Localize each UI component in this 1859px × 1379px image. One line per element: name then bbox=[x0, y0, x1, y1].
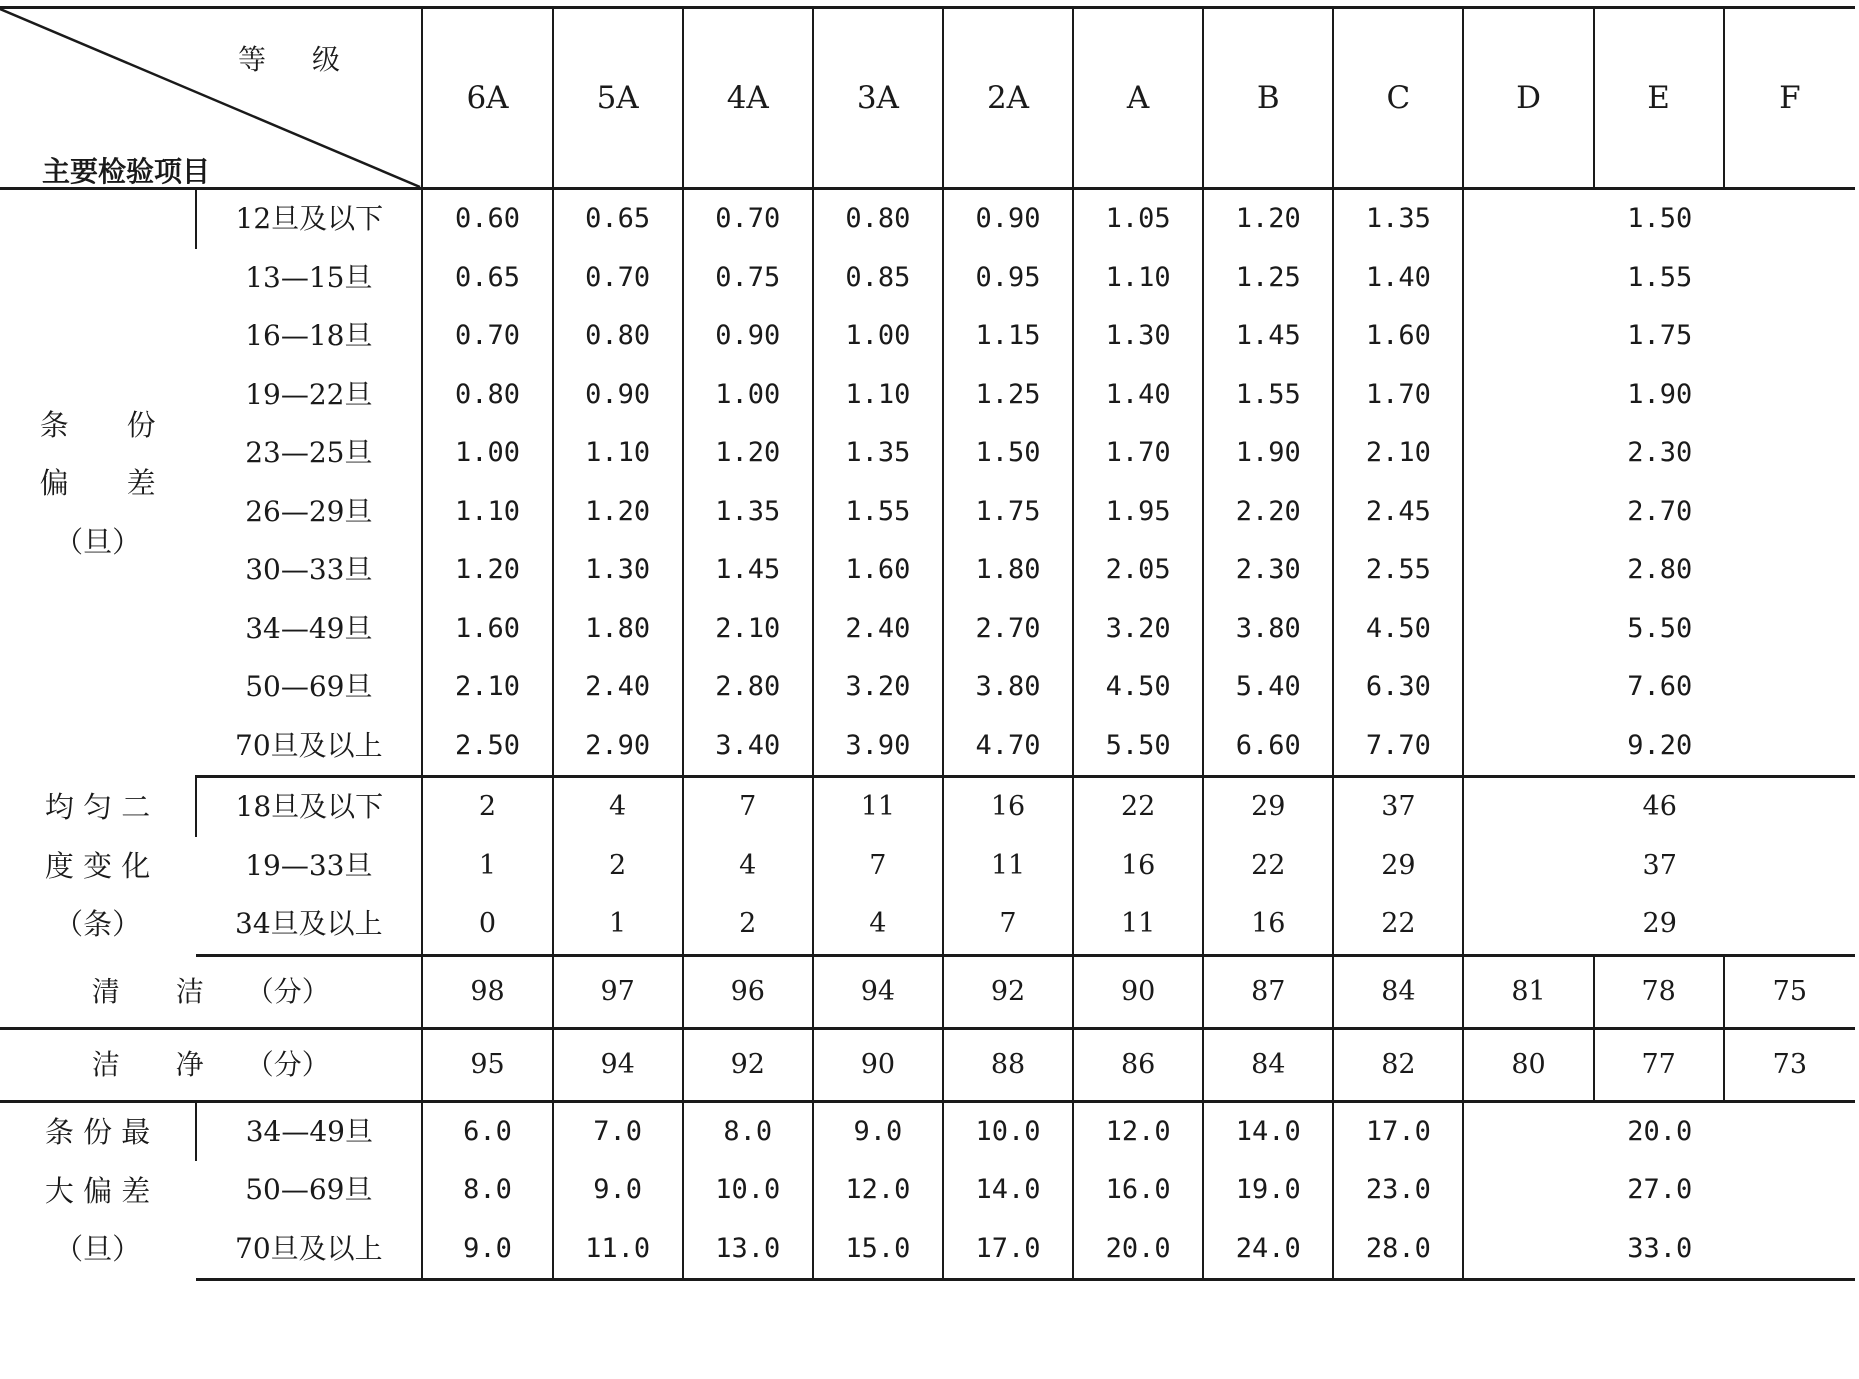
value-cell: 9.0 bbox=[553, 1161, 683, 1220]
value-cell: 84 bbox=[1333, 955, 1463, 1028]
def-value-cell: 1.75 bbox=[1463, 307, 1855, 366]
value-cell: 1.30 bbox=[553, 541, 683, 600]
value-cell: 77 bbox=[1594, 1028, 1724, 1101]
grade-header: B bbox=[1203, 8, 1333, 189]
value-cell: 4 bbox=[553, 777, 683, 837]
value-cell: 3.90 bbox=[813, 717, 943, 777]
value-cell: 11 bbox=[813, 777, 943, 837]
value-cell: 1.15 bbox=[943, 307, 1073, 366]
value-cell: 80 bbox=[1463, 1028, 1593, 1101]
value-cell: 84 bbox=[1203, 1028, 1333, 1101]
value-cell: 3.40 bbox=[683, 717, 813, 777]
table-row bbox=[0, 658, 1855, 717]
table-row bbox=[0, 1028, 1855, 1101]
range-label: 70旦及以上 bbox=[196, 717, 422, 777]
value-cell: 22 bbox=[1073, 777, 1203, 837]
value-cell: 8.0 bbox=[683, 1101, 813, 1161]
value-cell: 1.70 bbox=[1073, 424, 1203, 483]
value-cell: 1.10 bbox=[1073, 249, 1203, 308]
value-cell: 29 bbox=[1203, 777, 1333, 837]
value-cell: 23.0 bbox=[1333, 1161, 1463, 1220]
value-cell: 1.00 bbox=[813, 307, 943, 366]
value-cell: 1.00 bbox=[683, 366, 813, 425]
value-cell: 8.0 bbox=[422, 1161, 552, 1220]
value-cell: 14.0 bbox=[1203, 1101, 1333, 1161]
diagonal-corner-header bbox=[0, 8, 422, 189]
value-cell: 2.40 bbox=[813, 600, 943, 659]
value-cell: 1.60 bbox=[813, 541, 943, 600]
value-cell: 0.75 bbox=[683, 249, 813, 308]
value-cell: 15.0 bbox=[813, 1220, 943, 1280]
value-cell: 0.80 bbox=[422, 366, 552, 425]
category-line: 偏 差 bbox=[39, 466, 156, 500]
value-cell: 1.60 bbox=[422, 600, 552, 659]
value-cell: 90 bbox=[1073, 955, 1203, 1028]
value-cell: 0.70 bbox=[553, 249, 683, 308]
header-row bbox=[0, 8, 1855, 189]
table-row bbox=[0, 424, 1855, 483]
value-cell: 1.35 bbox=[813, 424, 943, 483]
value-cell: 2.10 bbox=[422, 658, 552, 717]
value-cell: 95 bbox=[422, 1028, 552, 1101]
value-cell: 9.0 bbox=[422, 1220, 552, 1280]
value-cell: 20.0 bbox=[1073, 1220, 1203, 1280]
value-cell: 10.0 bbox=[943, 1101, 1073, 1161]
category-line: 大 偏 差 bbox=[44, 1173, 151, 1208]
def-value-cell: 2.30 bbox=[1463, 424, 1855, 483]
value-cell: 17.0 bbox=[1333, 1101, 1463, 1161]
value-cell: 11 bbox=[1073, 895, 1203, 955]
grade-header: F bbox=[1724, 8, 1855, 189]
value-cell: 92 bbox=[943, 955, 1073, 1028]
value-cell: 96 bbox=[683, 955, 813, 1028]
value-cell: 7 bbox=[943, 895, 1073, 955]
category-line: 度 变 化 bbox=[44, 848, 151, 883]
range-label: 34—49旦 bbox=[196, 1101, 422, 1161]
value-cell: 1.35 bbox=[683, 483, 813, 542]
range-label: 50—69旦 bbox=[245, 670, 373, 703]
grade-header: 5A bbox=[553, 8, 683, 189]
table-body bbox=[0, 189, 1855, 1280]
value-cell: 1.70 bbox=[1333, 366, 1463, 425]
def-value-cell: 46 bbox=[1463, 777, 1855, 837]
value-cell: 4 bbox=[683, 837, 813, 896]
value-cell: 87 bbox=[1203, 955, 1333, 1028]
value-cell: 16 bbox=[1203, 895, 1333, 955]
value-cell: 1.40 bbox=[1073, 366, 1203, 425]
value-cell: 1.20 bbox=[683, 424, 813, 483]
def-value-cell: 33.0 bbox=[1463, 1220, 1855, 1280]
value-cell: 0.90 bbox=[683, 307, 813, 366]
value-cell: 0.80 bbox=[553, 307, 683, 366]
value-cell: 1 bbox=[422, 837, 552, 896]
value-cell: 1.30 bbox=[1073, 307, 1203, 366]
table-row bbox=[0, 1101, 1855, 1161]
value-cell: 1.20 bbox=[422, 541, 552, 600]
value-cell: 12.0 bbox=[1073, 1101, 1203, 1161]
def-value-cell: 1.90 bbox=[1463, 366, 1855, 425]
value-cell: 4 bbox=[813, 895, 943, 955]
value-cell: 1.20 bbox=[1203, 189, 1333, 249]
value-cell: 2.10 bbox=[1333, 424, 1463, 483]
value-cell: 2.05 bbox=[1073, 541, 1203, 600]
corner-item-label: 主要检验项目 bbox=[42, 155, 211, 188]
def-value-cell: 1.55 bbox=[1463, 249, 1855, 308]
value-cell: 22 bbox=[1333, 895, 1463, 955]
value-cell: 9.0 bbox=[813, 1101, 943, 1161]
value-cell: 16 bbox=[943, 777, 1073, 837]
value-cell: 1.00 bbox=[422, 424, 552, 483]
grade-table-wrapper bbox=[0, 6, 1859, 1281]
value-cell: 90 bbox=[813, 1028, 943, 1101]
table-row bbox=[0, 541, 1855, 600]
value-cell: 86 bbox=[1073, 1028, 1203, 1101]
value-cell: 0.85 bbox=[813, 249, 943, 308]
value-cell: 1.10 bbox=[422, 483, 552, 542]
value-cell: 0.90 bbox=[943, 189, 1073, 249]
range-label: 26—29旦 bbox=[245, 494, 373, 528]
value-cell: 6.60 bbox=[1203, 717, 1333, 777]
value-cell: 2.45 bbox=[1333, 483, 1463, 542]
item-label: 清 洁 （分） bbox=[0, 955, 422, 1028]
value-cell: 7 bbox=[683, 777, 813, 837]
grade-header: 2A bbox=[943, 8, 1073, 189]
grade-header: A bbox=[1073, 8, 1203, 189]
range-label: 23—25旦 bbox=[245, 436, 373, 469]
value-cell: 1.10 bbox=[813, 366, 943, 425]
range-label: 70旦及以上 bbox=[196, 1220, 422, 1280]
value-cell: 2.50 bbox=[422, 717, 552, 777]
value-cell: 78 bbox=[1594, 955, 1724, 1028]
table-row bbox=[0, 895, 1855, 955]
value-cell: 2.55 bbox=[1333, 541, 1463, 600]
value-cell: 1.10 bbox=[553, 424, 683, 483]
value-cell: 1.55 bbox=[813, 483, 943, 542]
value-cell: 2.20 bbox=[1203, 483, 1333, 542]
category-cell bbox=[0, 189, 196, 777]
value-cell: 0.95 bbox=[943, 249, 1073, 308]
category-line: （旦） bbox=[54, 1232, 142, 1267]
value-cell: 73 bbox=[1724, 1028, 1855, 1101]
value-cell: 1.45 bbox=[1203, 307, 1333, 366]
grade-header: 3A bbox=[813, 8, 943, 189]
value-cell: 6.0 bbox=[422, 1101, 552, 1161]
def-value-cell: 9.20 bbox=[1463, 717, 1855, 777]
value-cell: 17.0 bbox=[943, 1220, 1073, 1280]
def-value-cell: 2.70 bbox=[1463, 483, 1855, 542]
value-cell: 1.35 bbox=[1333, 189, 1463, 249]
grade-header: E bbox=[1594, 8, 1724, 189]
value-cell: 3.80 bbox=[1203, 600, 1333, 659]
def-value-cell: 29 bbox=[1463, 895, 1855, 955]
def-value-cell: 37 bbox=[1463, 837, 1855, 896]
value-cell: 2.70 bbox=[943, 600, 1073, 659]
value-cell: 1.25 bbox=[1203, 249, 1333, 308]
value-cell: 24.0 bbox=[1203, 1220, 1333, 1280]
value-cell: 7.0 bbox=[553, 1101, 683, 1161]
value-cell: 0.70 bbox=[422, 307, 552, 366]
range-label: 12旦及以下 bbox=[196, 189, 422, 249]
value-cell: 5.50 bbox=[1073, 717, 1203, 777]
category-line: （旦） bbox=[54, 524, 142, 559]
def-value-cell: 20.0 bbox=[1463, 1101, 1855, 1161]
value-cell: 2 bbox=[553, 837, 683, 896]
value-cell: 11 bbox=[943, 837, 1073, 896]
range-label: 34旦及以上 bbox=[196, 895, 422, 955]
value-cell: 0.70 bbox=[683, 189, 813, 249]
value-cell: 37 bbox=[1333, 777, 1463, 837]
range-label: 50—69旦 bbox=[245, 1173, 373, 1206]
value-cell: 98 bbox=[422, 955, 552, 1028]
silk-grade-table bbox=[0, 6, 1855, 1281]
value-cell: 92 bbox=[683, 1028, 813, 1101]
value-cell: 2.30 bbox=[1203, 541, 1333, 600]
range-label: 30—33旦 bbox=[245, 553, 373, 586]
value-cell: 0.80 bbox=[813, 189, 943, 249]
corner-grade-char-2: 级 bbox=[312, 43, 341, 76]
table-row bbox=[0, 777, 1855, 837]
table-row bbox=[0, 483, 1855, 542]
table-row bbox=[0, 1220, 1855, 1280]
value-cell: 1.20 bbox=[553, 483, 683, 542]
value-cell: 1.60 bbox=[1333, 307, 1463, 366]
corner-grade-char-1: 等 bbox=[238, 43, 267, 76]
category-line: 条 份 bbox=[39, 407, 156, 442]
value-cell: 5.40 bbox=[1203, 658, 1333, 717]
value-cell: 1.40 bbox=[1333, 249, 1463, 308]
grade-header: D bbox=[1463, 8, 1593, 189]
category-line: 均 匀 二 bbox=[44, 790, 151, 824]
range-label: 18旦及以下 bbox=[196, 777, 422, 837]
value-cell: 0 bbox=[422, 895, 552, 955]
range-label: 13—15旦 bbox=[245, 260, 373, 294]
category-cell bbox=[0, 1101, 196, 1280]
value-cell: 4.50 bbox=[1333, 600, 1463, 659]
value-cell: 2.10 bbox=[683, 600, 813, 659]
value-cell: 1.80 bbox=[553, 600, 683, 659]
value-cell: 88 bbox=[943, 1028, 1073, 1101]
def-value-cell: 2.80 bbox=[1463, 541, 1855, 600]
value-cell: 0.60 bbox=[422, 189, 552, 249]
value-cell: 28.0 bbox=[1333, 1220, 1463, 1280]
def-value-cell: 1.50 bbox=[1463, 189, 1855, 249]
table-row bbox=[0, 1161, 1855, 1220]
value-cell: 1.55 bbox=[1203, 366, 1333, 425]
grade-header: C bbox=[1333, 8, 1463, 189]
table-row bbox=[0, 249, 1855, 308]
value-cell: 12.0 bbox=[813, 1161, 943, 1220]
value-cell: 3.20 bbox=[1073, 600, 1203, 659]
range-label: 19—33旦 bbox=[245, 848, 373, 882]
category-line: （条） bbox=[54, 907, 142, 941]
value-cell: 3.20 bbox=[813, 658, 943, 717]
value-cell: 0.65 bbox=[553, 189, 683, 249]
range-label: 16—18旦 bbox=[245, 319, 373, 352]
value-cell: 2 bbox=[422, 777, 552, 837]
value-cell: 13.0 bbox=[683, 1220, 813, 1280]
item-label: 洁 净 （分） bbox=[0, 1028, 422, 1101]
table-row bbox=[0, 189, 1855, 249]
corner-grade-label bbox=[238, 31, 386, 90]
value-cell: 94 bbox=[553, 1028, 683, 1101]
grade-header: 4A bbox=[683, 8, 813, 189]
value-cell: 22 bbox=[1203, 837, 1333, 896]
value-cell: 82 bbox=[1333, 1028, 1463, 1101]
value-cell: 1.95 bbox=[1073, 483, 1203, 542]
value-cell: 1.25 bbox=[943, 366, 1073, 425]
value-cell: 75 bbox=[1724, 955, 1855, 1028]
table-row bbox=[0, 837, 1855, 896]
value-cell: 14.0 bbox=[943, 1161, 1073, 1220]
category-line: 条 份 最 bbox=[44, 1115, 151, 1150]
value-cell: 0.65 bbox=[422, 249, 552, 308]
value-cell: 4.70 bbox=[943, 717, 1073, 777]
value-cell: 19.0 bbox=[1203, 1161, 1333, 1220]
value-cell: 0.90 bbox=[553, 366, 683, 425]
value-cell: 97 bbox=[553, 955, 683, 1028]
table-row bbox=[0, 366, 1855, 425]
value-cell: 94 bbox=[813, 955, 943, 1028]
value-cell: 1.75 bbox=[943, 483, 1073, 542]
table-row bbox=[0, 955, 1855, 1028]
range-label: 34—49旦 bbox=[245, 611, 373, 645]
def-value-cell: 7.60 bbox=[1463, 658, 1855, 717]
value-cell: 2.90 bbox=[553, 717, 683, 777]
value-cell: 4.50 bbox=[1073, 658, 1203, 717]
def-value-cell: 27.0 bbox=[1463, 1161, 1855, 1220]
value-cell: 3.80 bbox=[943, 658, 1073, 717]
value-cell: 1.90 bbox=[1203, 424, 1333, 483]
value-cell: 2.80 bbox=[683, 658, 813, 717]
value-cell: 7 bbox=[813, 837, 943, 896]
table-row bbox=[0, 600, 1855, 659]
value-cell: 2 bbox=[683, 895, 813, 955]
def-value-cell: 5.50 bbox=[1463, 600, 1855, 659]
category-cell bbox=[0, 777, 196, 956]
value-cell: 29 bbox=[1333, 837, 1463, 896]
table-row bbox=[0, 717, 1855, 777]
value-cell: 11.0 bbox=[553, 1220, 683, 1280]
value-cell: 16.0 bbox=[1073, 1161, 1203, 1220]
value-cell: 1.80 bbox=[943, 541, 1073, 600]
value-cell: 1.50 bbox=[943, 424, 1073, 483]
range-label: 19—22旦 bbox=[245, 377, 373, 411]
value-cell: 10.0 bbox=[683, 1161, 813, 1220]
value-cell: 81 bbox=[1463, 955, 1593, 1028]
table-row bbox=[0, 307, 1855, 366]
value-cell: 6.30 bbox=[1333, 658, 1463, 717]
value-cell: 1 bbox=[553, 895, 683, 955]
value-cell: 1.05 bbox=[1073, 189, 1203, 249]
value-cell: 7.70 bbox=[1333, 717, 1463, 777]
grade-header: 6A bbox=[422, 8, 552, 189]
value-cell: 2.40 bbox=[553, 658, 683, 717]
value-cell: 1.45 bbox=[683, 541, 813, 600]
value-cell: 16 bbox=[1073, 837, 1203, 896]
